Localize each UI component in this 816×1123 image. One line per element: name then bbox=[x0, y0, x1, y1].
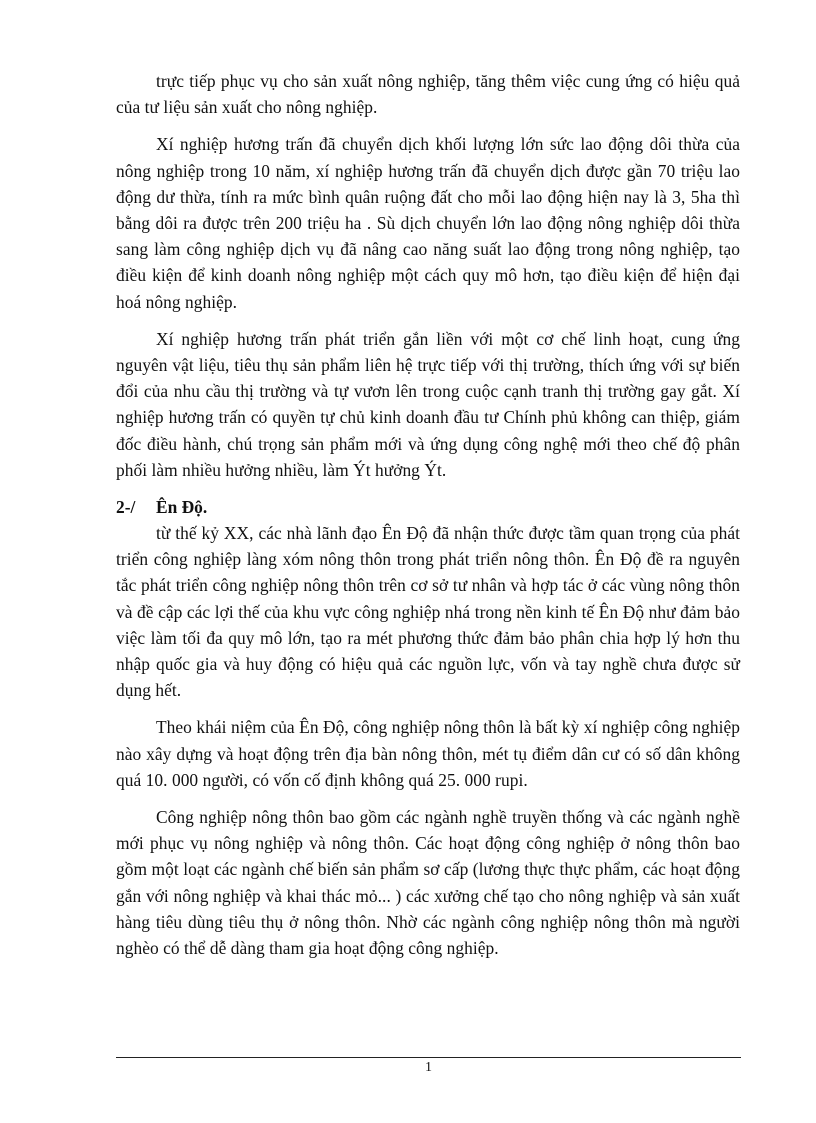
paragraph-rural-industry: Công nghiệp nông thôn bao gồm các ngành nghề truyền thống và các ngành nghề mới phục vụ nông nghiệp và nông thôn. Các hoạt động công nghiệp ở nông thôn bao gồm một loạt các ngành chế biến sản phẩm sơ cấp (lương thực thực phẩm, các hoạt động gắn với nông nghiệp và khai thác mỏ... ) các xưởng chế tạo cho nông nghiệp và sản xuất hàng tiêu dùng tiêu thụ ở nông thôn. Nhờ các ngành công nghiệp nông thôn mà người nghèo có thể dễ dàng tham gia hoạt động công nghiệp. bbox=[116, 807, 740, 959]
paragraph-gap bbox=[116, 483, 740, 494]
paragraph-gap bbox=[116, 315, 740, 326]
section-title: Ên Độ. bbox=[156, 497, 208, 518]
footer-divider bbox=[116, 1057, 741, 1058]
paragraph-gap bbox=[116, 703, 740, 714]
section-heading bbox=[116, 494, 740, 520]
paragraph-continuation: trực tiếp phục vụ cho sản xuất nông nghiệp, tăng thêm việc cung ứng có hiệu quả của tư liệu sản xuất cho nông nghiệp. bbox=[116, 71, 740, 118]
section-number: 2-/ bbox=[116, 497, 136, 518]
paragraph-flexible-mechanism: Xí nghiệp hương trấn phát triển gắn liền với một cơ chế linh hoạt, cung ứng nguyên vật liệu, tiêu thụ sản phẩm liên hệ trực tiếp với thị trường, thích ứng với sự biến đổi của nhu cầu thị trường và tự vươn lên trong cuộc cạnh tranh thị trường gay gắt. Xí nghiệp hương trấn có quyền tự chủ kinh doanh đầu tư Chính phủ không can thiệp, giám đốc điều hành, chú trọng sản phẩm mới và ứng dụng công nghệ mới theo chế độ phân phối làm nhiều hưởng nhiều, làm Ýt hưởng Ýt. bbox=[116, 328, 740, 480]
paragraph-gap bbox=[116, 120, 740, 131]
paragraph-gap bbox=[116, 793, 740, 804]
page-number: 1 bbox=[425, 1060, 432, 1075]
paragraph-india-definition: Theo khái niệm của Ên Độ, công nghiệp nông thôn là bất kỳ xí nghiệp công nghiệp nào xây dựng và hoạt động trên địa bàn nông thôn, mét tụ điểm dân cư có số dân không quá 10. 000 người, có vốn cố định không quá 25. 000 rupi. bbox=[116, 717, 740, 790]
document-body bbox=[116, 68, 740, 961]
paragraph-india-history: từ thế kỷ XX, các nhà lãnh đạo Ên Độ đã nhận thức được tầm quan trọng của phát triển công nghiệp làng xóm nông thôn trong phát triển nông thôn. Ên Độ đề ra nguyên tắc phát triển công nghiệp nông thôn trên cơ sở tư nhân và hợp tác ở các vùng nông thôn và đề cập các lợi thế của khu vực công nghiệp nhá trong nền kinh tế Ên Độ như đảm bảo việc làm tối đa quy mô lớn, tạo ra mét phương thức đảm bảo phân chia hợp lý hơn thu nhập quốc gia và huy động có hiệu quả các nguồn lực, vốn và tay nghề chưa được sử dụng hết. bbox=[116, 523, 740, 701]
paragraph-labor-transfer: Xí nghiệp hương trấn đã chuyển dịch khối lượng lớn sức lao động dôi thừa của nông nghiệp trong 10 năm, xí nghiệp hương trấn đã chuyển dịch được gần 70 triệu lao động dư thừa, tính ra mức bình quân ruộng đất cho mỗi lao động hiện nay là 3, 5ha thì bằng dôi ra được trên 200 triệu ha . Sù dịch chuyển lớn lao động nông nghiệp dôi thừa sang làm công nghiệp dịch vụ đã nâng cao năng suất lao động trong nông nghiệp, tạo điều kiện để kinh doanh nông nghiệp một cách quy mô hơn, tạo điều kiện để hiện đại hoá nông nghiệp. bbox=[116, 134, 740, 312]
